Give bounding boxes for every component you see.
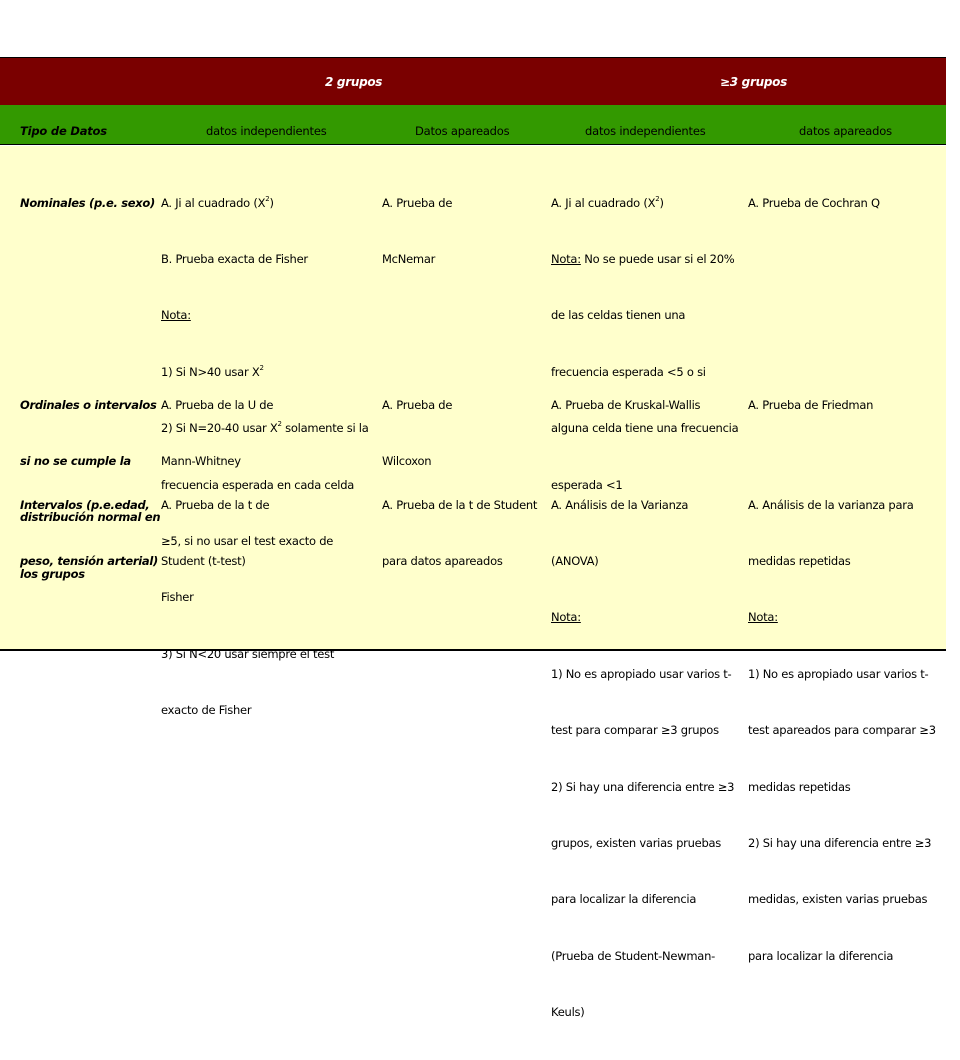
cell-ordinal-3g-independent: A. Prueba de Kruskal-Wallis <box>551 397 701 412</box>
data-type-header-row <box>0 105 946 145</box>
cell-nominal-2g-paired: A. Prueba de McNemar <box>382 195 453 266</box>
cell-nominal-3g-independent: A. Ji al cuadrado $(X^2)$ Nota: No se puede usar si el 20% de las celdas tienen una frecuencia esperada <5 o si alguna celda tiene una frecuencia esperada <1 <box>551 194 739 492</box>
nota-3g-line: Nota: No se puede usar si el 20% <box>551 251 735 266</box>
cell-ordinal-2g-paired: A. Prueba de Wilcoxon <box>382 397 453 468</box>
row-head-nominal: Nominales (p.e. sexo) <box>20 195 155 210</box>
col-3g-paired-header: datos apareados <box>799 124 892 138</box>
ji-cuadrado-line-3g: A. Ji al cuadrado $(X^2)$ <box>551 194 664 210</box>
cell-ordinal-3g-paired: A. Prueba de Friedman <box>748 397 874 412</box>
statistical-tests-table <box>0 57 946 1020</box>
table-body <box>0 146 946 1020</box>
cell-interval-2g-paired: A. Prueba de la t de Student para datos apareados <box>382 497 538 568</box>
cell-interval-3g-paired: A. Análisis de la varianza para medidas repetidas Nota: 1) No es apropiado usar varios t- test apareados para comparar ≥3 medidas repetidas 2) Si hay una diferencia entre ≥3 medidas, existen varias pruebas para localizar la diferencia <box>748 497 936 963</box>
col-3g-independent-header: datos independientes <box>585 124 706 138</box>
nota-line-2: 2) Si N=20-40 usar $X^2$ solamente si la <box>161 420 369 436</box>
col-2g-paired-header: Datos apareados <box>415 124 510 138</box>
row-head-interval: Intervalos (p.e.edad, peso, tensión arterial) <box>20 497 158 568</box>
cell-interval-2g-independent: A. Prueba de la t de Student (t-test) <box>161 497 270 568</box>
three-groups-header: ≥3 grupos <box>720 75 787 89</box>
tipo-de-datos-header: Tipo de Datos <box>20 124 107 138</box>
cell-ordinal-2g-independent: A. Prueba de la U de Mann-Whitney <box>161 397 274 468</box>
nota-line-1: 1) Si N>40 usar $X^2$ <box>161 363 264 379</box>
cell-interval-3g-independent: A. Análisis de la Varianza (ANOVA) Nota: 1) No es apropiado usar varios t- test para comparar ≥3 grupos 2) Si hay una diferencia entre ≥3 grupos, existen varias pruebas para localizar la diferencia (Prueba de Student-Newman- Keuls) <box>551 497 735 1020</box>
groups-header-row <box>0 58 946 105</box>
cell-nominal-3g-paired: A. Prueba de Cochran Q <box>748 195 880 210</box>
cell-nominal-2g-independent: A. Ji al cuadrado $(X^2)$ B. Prueba exacta de Fisher Nota: 1) Si N>40 usar $X^2$ 2) Si N=20-40 usar $X^2$ solamente si la frecuencia esperada en cada celda ≥5, si no usar el test exacto de Fisher 3) Si N<20 usar siempre el test exacto de Fisher <box>161 194 369 718</box>
row-head-ordinal: Ordinales o intervalos si no se cumple la distribución normal en los grupos <box>20 397 161 581</box>
ji-cuadrado-line: A. Ji al cuadrado $(X^2)$ <box>161 194 274 210</box>
two-groups-header: 2 grupos <box>325 75 383 89</box>
col-2g-independent-header: datos independientes <box>206 124 327 138</box>
